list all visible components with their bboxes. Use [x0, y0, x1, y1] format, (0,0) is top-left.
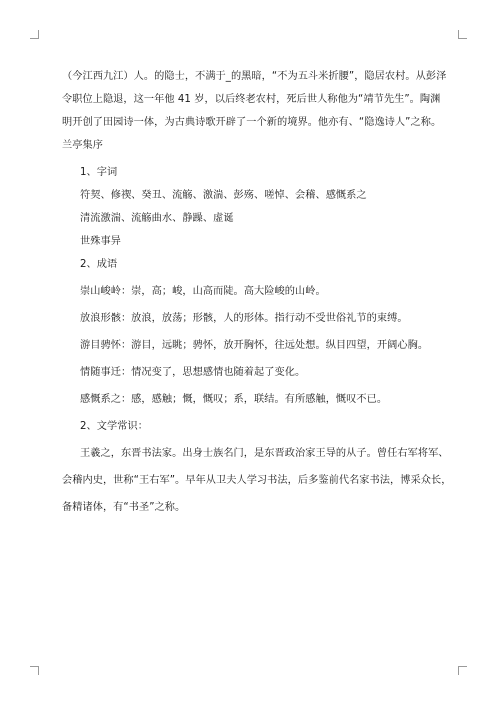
subsection-heading: 2、成语 [80, 259, 118, 270]
crop-mark-top-right [458, 30, 467, 39]
idiom-line: 情随事迁：情况变了，思想感情也随着起了变化。 [80, 367, 306, 378]
document-body [62, 65, 452, 519]
section-heading: 兰亭集序 [62, 140, 103, 151]
paragraph-line: 王羲之，东晋书法家。出身士族名门，是东晋政治家王导的从子。曾任右军将军、 [80, 448, 449, 459]
crop-mark-bottom-left [30, 666, 39, 675]
subsection-heading: 1、字词 [80, 167, 118, 178]
paragraph-line: 令职位上隐退，这一年他 41 岁，以后终老农村，死后世人称他为“靖节先生”。陶渊 [62, 94, 441, 105]
crop-mark-bottom-right [458, 666, 467, 675]
vocab-line: 世殊事异 [80, 236, 121, 247]
crop-mark-top-left [30, 30, 39, 39]
idiom-line: 放浪形骸：放浪，放荡；形骸，人的形体。指行动不受世俗礼节的束缚。 [80, 313, 408, 324]
paragraph-line: 明开创了田园诗一体，为古典诗歌开辟了一个新的境界。他亦有、“隐逸诗人”之称。 [62, 117, 442, 128]
paragraph-line: 会稽内史，世称“王右军”。早年从卫夫人学习书法，后多鉴前代名家书法，博采众长， [62, 475, 452, 486]
vocab-line: 符契、修禊、癸丑、流觞、激湍、彭殇、嗟悼、会稽、感慨系之 [80, 190, 367, 201]
idiom-line: 游目骋怀：游目，远眺；骋怀，放开胸怀，往远处想。纵目四望，开阔心胸。 [80, 340, 429, 351]
vocab-line: 清流激湍、流觞曲水、静躁、虚诞 [80, 213, 234, 224]
idiom-line: 感慨系之：感，感触；慨，慨叹；系，联结。有所感触，慨叹不已。 [80, 394, 388, 405]
subsection-heading: 2、文学常识： [80, 421, 148, 432]
paragraph-line: （今江西九江）人。的隐士，不满于_的黑暗，“不为五斗米折腰”，隐居农村。从彭泽 [62, 71, 447, 82]
idiom-line: 崇山峻岭：崇，高；峻，山高而陡。高大险峻的山岭。 [80, 286, 326, 297]
paragraph-line: 备精诸体，有“书圣”之称。 [62, 502, 186, 513]
